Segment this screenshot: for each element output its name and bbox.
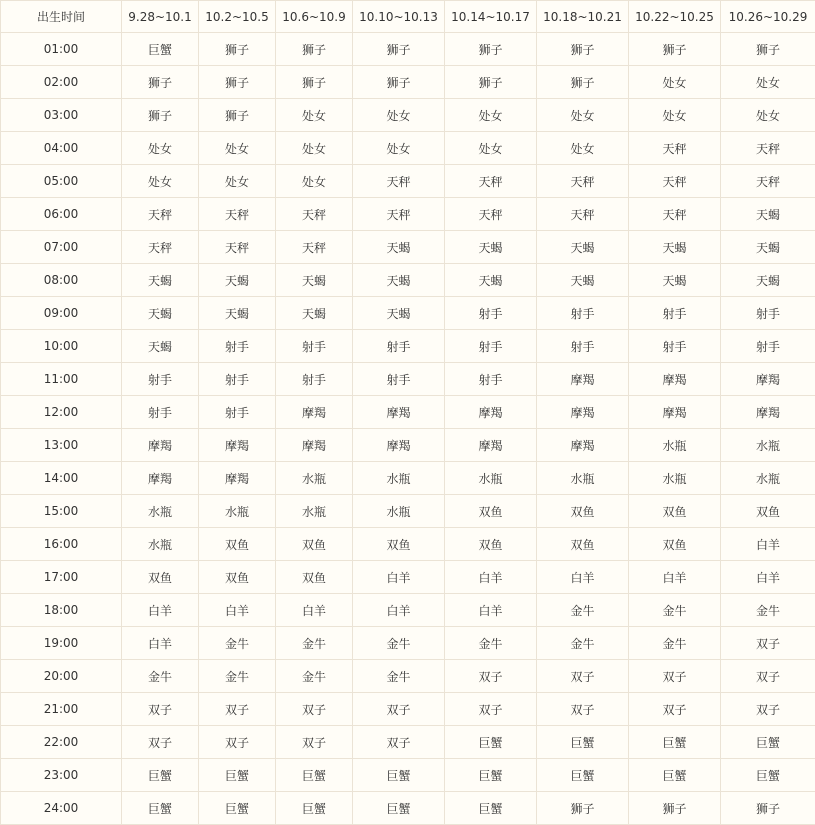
sign-cell: 金牛	[353, 660, 445, 693]
time-cell: 15:00	[1, 495, 122, 528]
table-row	[1, 759, 815, 792]
time-cell: 21:00	[1, 693, 122, 726]
sign-cell: 水瓶	[276, 462, 353, 495]
sign-cell: 双子	[537, 693, 629, 726]
sign-cell: 摩羯	[122, 462, 199, 495]
table-row	[1, 429, 815, 462]
sign-cell: 狮子	[199, 99, 276, 132]
sign-cell: 巨蟹	[537, 759, 629, 792]
header-date-range: 9.28~10.1	[122, 1, 199, 33]
sign-cell: 双子	[721, 627, 815, 660]
sign-cell: 处女	[629, 66, 721, 99]
header-date-range: 10.14~10.17	[445, 1, 537, 33]
header-birth-time: 出生时间	[1, 1, 122, 33]
sign-cell: 白羊	[629, 561, 721, 594]
table-row	[1, 66, 815, 99]
table-row	[1, 33, 815, 66]
sign-cell: 天蝎	[199, 297, 276, 330]
sign-cell: 双鱼	[445, 528, 537, 561]
sign-cell: 双鱼	[353, 528, 445, 561]
time-cell: 19:00	[1, 627, 122, 660]
sign-cell: 处女	[353, 99, 445, 132]
sign-cell: 摩羯	[629, 363, 721, 396]
sign-cell: 白羊	[276, 594, 353, 627]
sign-cell: 摩羯	[276, 429, 353, 462]
sign-cell: 双鱼	[445, 495, 537, 528]
sign-cell: 摩羯	[353, 429, 445, 462]
sign-cell: 巨蟹	[199, 792, 276, 825]
sign-cell: 双子	[276, 693, 353, 726]
sign-cell: 摩羯	[721, 396, 815, 429]
sign-cell: 天秤	[276, 198, 353, 231]
sign-cell: 双鱼	[537, 528, 629, 561]
sign-cell: 双子	[445, 693, 537, 726]
sign-cell: 双子	[199, 693, 276, 726]
sign-cell: 天秤	[122, 231, 199, 264]
sign-cell: 金牛	[721, 594, 815, 627]
time-cell: 10:00	[1, 330, 122, 363]
sign-cell: 处女	[537, 99, 629, 132]
table-row	[1, 330, 815, 363]
table-row	[1, 363, 815, 396]
sign-cell: 摩羯	[537, 429, 629, 462]
table-row	[1, 561, 815, 594]
sign-cell: 水瓶	[353, 495, 445, 528]
sign-cell: 巨蟹	[276, 759, 353, 792]
sign-cell: 天蝎	[353, 231, 445, 264]
sign-cell: 天秤	[721, 132, 815, 165]
sign-cell: 双子	[199, 726, 276, 759]
sign-cell: 双子	[122, 726, 199, 759]
sign-cell: 双鱼	[629, 495, 721, 528]
sign-cell: 射手	[199, 330, 276, 363]
table-row	[1, 297, 815, 330]
sign-cell: 天秤	[445, 198, 537, 231]
table-row	[1, 627, 815, 660]
sign-cell: 天秤	[445, 165, 537, 198]
table-row	[1, 231, 815, 264]
table-row	[1, 264, 815, 297]
sign-cell: 双鱼	[629, 528, 721, 561]
sign-cell: 水瓶	[445, 462, 537, 495]
sign-cell: 双鱼	[721, 495, 815, 528]
sign-cell: 巨蟹	[199, 759, 276, 792]
sign-cell: 狮子	[537, 792, 629, 825]
time-cell: 11:00	[1, 363, 122, 396]
time-cell: 09:00	[1, 297, 122, 330]
sign-cell: 白羊	[537, 561, 629, 594]
sign-cell: 白羊	[721, 528, 815, 561]
sign-cell: 双鱼	[199, 528, 276, 561]
sign-cell: 水瓶	[721, 429, 815, 462]
sign-cell: 处女	[721, 66, 815, 99]
sign-cell: 双子	[353, 726, 445, 759]
sign-cell: 金牛	[629, 594, 721, 627]
sign-cell: 狮子	[721, 792, 815, 825]
sign-cell: 巨蟹	[629, 726, 721, 759]
sign-cell: 射手	[276, 363, 353, 396]
sign-cell: 双子	[721, 693, 815, 726]
sign-cell: 天秤	[353, 198, 445, 231]
sign-cell: 金牛	[199, 660, 276, 693]
sign-cell: 射手	[721, 297, 815, 330]
table-row	[1, 132, 815, 165]
header-date-range: 10.10~10.13	[353, 1, 445, 33]
sign-cell: 摩羯	[199, 429, 276, 462]
sign-cell: 射手	[122, 396, 199, 429]
sign-cell: 狮子	[353, 66, 445, 99]
sign-cell: 水瓶	[537, 462, 629, 495]
table-row	[1, 792, 815, 825]
sign-cell: 金牛	[276, 627, 353, 660]
sign-cell: 天蝎	[445, 264, 537, 297]
sign-cell: 双鱼	[199, 561, 276, 594]
sign-cell: 白羊	[353, 594, 445, 627]
time-cell: 12:00	[1, 396, 122, 429]
sign-cell: 摩羯	[122, 429, 199, 462]
header-date-range: 10.22~10.25	[629, 1, 721, 33]
sign-cell: 巨蟹	[122, 759, 199, 792]
sign-cell: 天秤	[122, 198, 199, 231]
sign-cell: 处女	[199, 165, 276, 198]
sign-cell: 白羊	[721, 561, 815, 594]
sign-cell: 摩羯	[199, 462, 276, 495]
sign-cell: 双子	[276, 726, 353, 759]
sign-cell: 狮子	[276, 33, 353, 66]
sign-cell: 射手	[629, 330, 721, 363]
table-row	[1, 165, 815, 198]
sign-cell: 白羊	[445, 594, 537, 627]
sign-cell: 双子	[122, 693, 199, 726]
sign-cell: 狮子	[122, 66, 199, 99]
time-cell: 20:00	[1, 660, 122, 693]
sign-cell: 天蝎	[353, 297, 445, 330]
sign-cell: 巨蟹	[445, 726, 537, 759]
sign-cell: 天秤	[199, 231, 276, 264]
sign-cell: 射手	[353, 363, 445, 396]
table-row	[1, 396, 815, 429]
sign-cell: 狮子	[629, 33, 721, 66]
sign-cell: 天秤	[276, 231, 353, 264]
sign-cell: 狮子	[353, 33, 445, 66]
time-cell: 06:00	[1, 198, 122, 231]
sign-cell: 天蝎	[276, 264, 353, 297]
sign-cell: 摩羯	[629, 396, 721, 429]
table-row	[1, 594, 815, 627]
sign-cell: 射手	[537, 297, 629, 330]
sign-cell: 双鱼	[122, 561, 199, 594]
sign-cell: 射手	[199, 396, 276, 429]
sign-cell: 金牛	[122, 660, 199, 693]
sign-cell: 天蝎	[629, 231, 721, 264]
time-cell: 01:00	[1, 33, 122, 66]
sign-cell: 处女	[629, 99, 721, 132]
time-cell: 24:00	[1, 792, 122, 825]
sign-cell: 水瓶	[276, 495, 353, 528]
sign-cell: 摩羯	[537, 363, 629, 396]
sign-cell: 处女	[721, 99, 815, 132]
header-date-range: 10.18~10.21	[537, 1, 629, 33]
sign-cell: 白羊	[122, 594, 199, 627]
sign-cell: 天蝎	[721, 264, 815, 297]
sign-cell: 狮子	[199, 33, 276, 66]
header-row	[1, 1, 815, 33]
sign-cell: 白羊	[353, 561, 445, 594]
sign-cell: 巨蟹	[537, 726, 629, 759]
sign-cell: 天秤	[537, 165, 629, 198]
sign-cell: 金牛	[353, 627, 445, 660]
sign-cell: 水瓶	[122, 495, 199, 528]
sign-cell: 处女	[445, 132, 537, 165]
sign-cell: 处女	[122, 132, 199, 165]
sign-cell: 巨蟹	[721, 759, 815, 792]
sign-cell: 处女	[353, 132, 445, 165]
time-cell: 05:00	[1, 165, 122, 198]
time-cell: 07:00	[1, 231, 122, 264]
sign-cell: 巨蟹	[353, 759, 445, 792]
sign-cell: 巨蟹	[353, 792, 445, 825]
sign-cell: 狮子	[445, 66, 537, 99]
time-cell: 14:00	[1, 462, 122, 495]
sign-cell: 天秤	[199, 198, 276, 231]
sign-cell: 双子	[629, 693, 721, 726]
sign-cell: 狮子	[629, 792, 721, 825]
time-cell: 22:00	[1, 726, 122, 759]
sign-cell: 摩羯	[537, 396, 629, 429]
sign-cell: 天秤	[629, 132, 721, 165]
sign-cell: 水瓶	[629, 462, 721, 495]
sign-cell: 天蝎	[122, 264, 199, 297]
sign-cell: 巨蟹	[629, 759, 721, 792]
sign-cell: 水瓶	[199, 495, 276, 528]
sign-cell: 巨蟹	[122, 33, 199, 66]
sign-cell: 狮子	[537, 66, 629, 99]
time-cell: 03:00	[1, 99, 122, 132]
time-cell: 08:00	[1, 264, 122, 297]
sign-cell: 天蝎	[122, 297, 199, 330]
sign-cell: 天蝎	[445, 231, 537, 264]
sign-cell: 处女	[445, 99, 537, 132]
sign-cell: 摩羯	[445, 429, 537, 462]
sign-cell: 巨蟹	[721, 726, 815, 759]
sign-cell: 摩羯	[276, 396, 353, 429]
sign-cell: 处女	[537, 132, 629, 165]
sign-cell: 水瓶	[122, 528, 199, 561]
sign-cell: 天蝎	[721, 231, 815, 264]
table-header	[1, 1, 815, 33]
table-row	[1, 660, 815, 693]
sign-cell: 双子	[721, 660, 815, 693]
sign-cell: 双鱼	[276, 561, 353, 594]
sign-cell: 双子	[353, 693, 445, 726]
sign-cell: 天蝎	[122, 330, 199, 363]
table-body	[1, 33, 815, 825]
time-cell: 18:00	[1, 594, 122, 627]
sign-cell: 天蝎	[629, 264, 721, 297]
sign-cell: 射手	[199, 363, 276, 396]
sign-cell: 天秤	[721, 165, 815, 198]
sign-cell: 处女	[122, 165, 199, 198]
sign-cell: 射手	[629, 297, 721, 330]
sign-cell: 处女	[276, 99, 353, 132]
sign-cell: 射手	[353, 330, 445, 363]
sign-cell: 射手	[721, 330, 815, 363]
sign-cell: 巨蟹	[276, 792, 353, 825]
sign-cell: 天蝎	[537, 231, 629, 264]
sign-cell: 天蝎	[276, 297, 353, 330]
sign-cell: 处女	[199, 132, 276, 165]
sign-cell: 白羊	[445, 561, 537, 594]
sign-cell: 射手	[445, 363, 537, 396]
sign-cell: 射手	[122, 363, 199, 396]
table-row	[1, 726, 815, 759]
sign-cell: 狮子	[445, 33, 537, 66]
sign-cell: 射手	[276, 330, 353, 363]
sign-cell: 双鱼	[537, 495, 629, 528]
sign-cell: 金牛	[445, 627, 537, 660]
sign-cell: 天蝎	[199, 264, 276, 297]
sign-cell: 金牛	[276, 660, 353, 693]
table-row	[1, 198, 815, 231]
time-cell: 04:00	[1, 132, 122, 165]
sign-cell: 狮子	[276, 66, 353, 99]
sign-cell: 水瓶	[629, 429, 721, 462]
header-date-range: 10.26~10.29	[721, 1, 815, 33]
sign-cell: 狮子	[537, 33, 629, 66]
header-date-range: 10.6~10.9	[276, 1, 353, 33]
sign-cell: 摩羯	[445, 396, 537, 429]
sign-cell: 天秤	[537, 198, 629, 231]
sign-cell: 巨蟹	[445, 792, 537, 825]
time-cell: 13:00	[1, 429, 122, 462]
sign-cell: 摩羯	[721, 363, 815, 396]
sign-cell: 狮子	[199, 66, 276, 99]
sign-cell: 天蝎	[721, 198, 815, 231]
sign-cell: 双子	[629, 660, 721, 693]
time-cell: 23:00	[1, 759, 122, 792]
sign-cell: 天秤	[353, 165, 445, 198]
sign-cell: 天秤	[629, 165, 721, 198]
sign-cell: 射手	[445, 330, 537, 363]
sign-cell: 天蝎	[353, 264, 445, 297]
table-row	[1, 99, 815, 132]
table-row	[1, 495, 815, 528]
sign-cell: 金牛	[629, 627, 721, 660]
sign-cell: 射手	[537, 330, 629, 363]
sign-cell: 双子	[537, 660, 629, 693]
sign-cell: 白羊	[199, 594, 276, 627]
sign-cell: 双鱼	[276, 528, 353, 561]
sign-cell: 巨蟹	[445, 759, 537, 792]
sign-cell: 巨蟹	[122, 792, 199, 825]
sign-cell: 水瓶	[721, 462, 815, 495]
sign-cell: 白羊	[122, 627, 199, 660]
sign-cell: 双子	[445, 660, 537, 693]
sign-cell: 天蝎	[537, 264, 629, 297]
sign-cell: 水瓶	[353, 462, 445, 495]
sign-cell: 金牛	[537, 627, 629, 660]
time-cell: 02:00	[1, 66, 122, 99]
sign-cell: 射手	[445, 297, 537, 330]
table-row	[1, 528, 815, 561]
table-row	[1, 462, 815, 495]
sign-cell: 金牛	[199, 627, 276, 660]
time-cell: 17:00	[1, 561, 122, 594]
header-date-range: 10.2~10.5	[199, 1, 276, 33]
sign-cell: 处女	[276, 132, 353, 165]
table-row	[1, 693, 815, 726]
sign-cell: 狮子	[721, 33, 815, 66]
sign-cell: 处女	[276, 165, 353, 198]
sign-cell: 金牛	[537, 594, 629, 627]
sign-cell: 摩羯	[353, 396, 445, 429]
sign-cell: 天秤	[629, 198, 721, 231]
time-cell: 16:00	[1, 528, 122, 561]
sign-cell: 狮子	[122, 99, 199, 132]
